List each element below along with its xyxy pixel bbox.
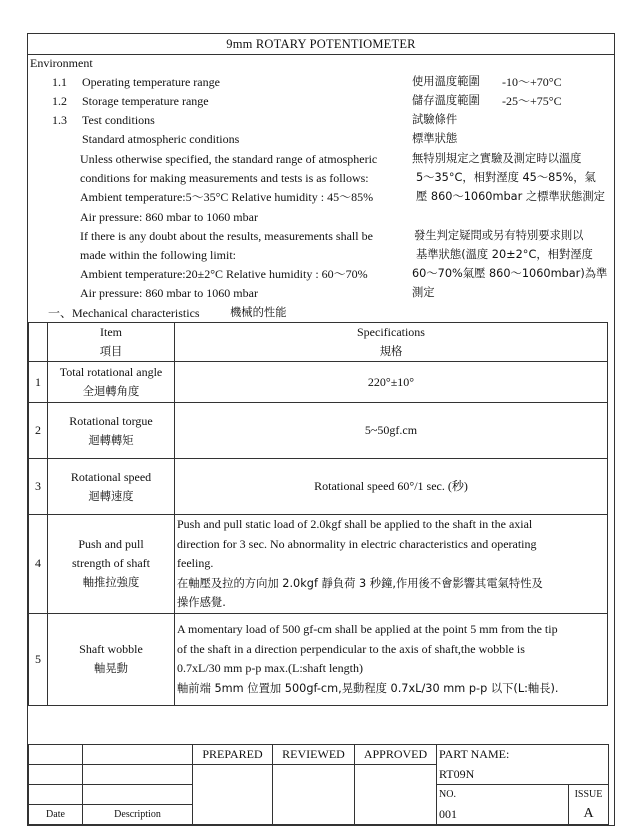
row-item-en: Total rotational angle xyxy=(59,365,163,379)
row-item-zh: 軸晃動 xyxy=(94,662,128,675)
row-item-en: Shaft wobble xyxy=(79,642,143,656)
environment-heading: Environment xyxy=(30,56,93,70)
item-1-1-num: 1.1 xyxy=(52,75,67,89)
row-num: 4 xyxy=(29,515,48,614)
en-para-1-line: Ambient temperature:5～35°C Relative humidity : 45～85% xyxy=(80,190,374,204)
table-row xyxy=(29,362,608,403)
date-label: Date xyxy=(29,805,83,825)
row-item xyxy=(48,362,175,403)
zh-para-1-line: 壓 860～1060mbar 之標準狀態測定 xyxy=(416,190,605,203)
en-para-2-line: If there is any doubt about the results, measurements shall be xyxy=(80,229,373,243)
prepared-label: PREPARED xyxy=(193,745,273,765)
no-label: NO. xyxy=(437,785,569,805)
header-num-cell xyxy=(29,323,48,362)
zh-para-2-line: 發生判定疑問或另有特別要求則以 xyxy=(414,229,584,242)
issue-value: A xyxy=(569,805,609,825)
row-item xyxy=(48,403,175,459)
part-name-value: RT09N xyxy=(437,765,609,785)
mech-heading: 一、Mechanical characteristics xyxy=(48,306,200,320)
item-1-1-label: Operating temperature range xyxy=(82,75,220,89)
spec-line: A momentary load of 500 gf-cm shall be applied at the point 5 mm from the tip xyxy=(177,622,558,636)
zh-para-1-line: 5～35°C，相對溼度 45～85%，氣 xyxy=(416,171,596,184)
part-name-label: PART NAME: xyxy=(437,745,609,765)
rev-desc-cell xyxy=(83,745,193,765)
zh-para-2-line: 基準狀態(溫度 20±2°C，相對溼度 xyxy=(416,248,593,261)
item-1-3-zh: 試驗條件 xyxy=(412,113,458,126)
item-1-1-zh: 使用溫度範圍 xyxy=(412,75,480,88)
rev-desc-cell xyxy=(83,765,193,785)
rev-desc-cell xyxy=(83,785,193,805)
rev-date-cell xyxy=(29,765,83,785)
spec-line: 在軸壓及拉的方向加 2.0kgf 靜負荷 3 秒鐘,作用後不會影響其電氣特性及 xyxy=(177,576,543,590)
item-1-2-num: 1.2 xyxy=(52,94,67,108)
en-para-2-line: Ambient temperature:20±2°C Relative humidity : 60～70% xyxy=(80,267,368,281)
issue-label: ISSUE xyxy=(569,785,609,805)
mech-heading-zh: 機械的性能 xyxy=(230,306,287,319)
header-item-cell xyxy=(48,323,175,362)
row-item-zh: 迴轉轉矩 xyxy=(88,433,134,447)
header-spec-cell xyxy=(175,323,608,362)
table-row xyxy=(29,403,608,459)
header-item-en: Item xyxy=(100,325,122,339)
row-spec xyxy=(175,613,608,705)
item-1-3-label: Test conditions xyxy=(82,113,155,127)
row-item-zh: 全迴轉角度 xyxy=(82,385,140,398)
row-num: 5 xyxy=(29,613,48,705)
item-1-2-zh: 儲存溫度範圍 xyxy=(412,94,480,107)
table-row xyxy=(29,515,608,614)
no-value: 001 xyxy=(437,805,569,825)
row-num: 1 xyxy=(29,362,48,403)
document-sheet xyxy=(27,33,615,826)
reviewed-sign-cell xyxy=(273,765,355,825)
approved-label: APPROVED xyxy=(355,745,437,765)
spec-line: of the shaft in a direction perpendicular to the axis of shaft,the wobble is xyxy=(177,641,525,656)
title-block-row xyxy=(29,765,609,785)
spec-line: feeling. xyxy=(177,556,214,570)
table-row xyxy=(29,459,608,515)
row-item xyxy=(48,613,175,705)
row-num: 3 xyxy=(29,459,48,515)
spec-line: Push and pull static load of 2.0kgf shall be applied to the shaft in the axial xyxy=(177,517,533,531)
zh-para-1-line: 無特別規定之實驗及測定時以溫度 xyxy=(412,152,582,165)
rev-date-cell xyxy=(29,785,83,805)
approved-sign-cell xyxy=(355,765,437,825)
title-block-row xyxy=(29,745,609,765)
en-para-2-line: Air pressure: 860 mbar to 1060 mbar xyxy=(80,286,258,300)
title-block xyxy=(28,744,609,825)
table-row xyxy=(29,613,608,705)
std-heading-zh: 標準狀態 xyxy=(412,132,458,145)
zh-para-2-line: 測定 xyxy=(412,286,435,299)
std-heading: Standard atmospheric conditions xyxy=(82,132,240,146)
row-item xyxy=(48,515,175,614)
en-para-1-line: conditions for making measurements and tests is as follows: xyxy=(80,171,369,185)
reviewed-label: REVIEWED xyxy=(273,745,355,765)
environment-section xyxy=(28,55,614,322)
row-item-en: Push and pull xyxy=(78,537,144,552)
header-spec-zh: 規格 xyxy=(379,345,403,358)
row-item-zh: 迴轉速度 xyxy=(88,489,134,503)
row-spec: Rotational speed 60°/1 sec. (秒) xyxy=(175,459,608,515)
en-para-1-line: Air pressure: 860 mbar to 1060 mbar xyxy=(80,210,258,224)
row-item-en: strength of shaft xyxy=(72,556,150,571)
spec-line: 操作感覺. xyxy=(177,596,226,609)
item-1-2-label: Storage temperature range xyxy=(82,94,209,108)
spec-line: 0.7xL/30 mm p-p max.(L:shaft length) xyxy=(177,661,363,675)
item-1-2-value: -25～+75°C xyxy=(502,94,562,108)
item-1-3-num: 1.3 xyxy=(52,113,67,127)
rev-date-cell xyxy=(29,745,83,765)
row-item-zh: 軸推拉強度 xyxy=(82,576,140,590)
row-item xyxy=(48,459,175,515)
header-item-zh: 項目 xyxy=(99,345,123,358)
document-title: 9mm ROTARY POTENTIOMETER xyxy=(28,34,614,55)
spec-line: 軸前端 5mm 位置加 500gf-cm,晃動程度 0.7xL/30 mm p-p 以下(L:軸長). xyxy=(177,681,559,695)
row-num: 2 xyxy=(29,403,48,459)
row-item-en: Rotational torgue xyxy=(69,413,153,428)
row-item-en: Rotational speed xyxy=(70,469,152,484)
item-1-1-value: -10～+70°C xyxy=(502,75,562,89)
row-spec: 220°±10° xyxy=(175,362,608,403)
en-para-1-line: Unless otherwise specified, the standard range of atmospheric xyxy=(80,152,378,166)
zh-para-2-line: 60～70%氣壓 860～1060mbar)為準 xyxy=(412,267,608,280)
row-spec xyxy=(175,515,608,614)
header-spec-en: Specifications xyxy=(357,325,425,339)
table-header-row xyxy=(29,323,608,362)
prepared-sign-cell xyxy=(193,765,273,825)
row-spec: 5~50gf.cm xyxy=(175,403,608,459)
spec-line: direction for 3 sec. No abnormality in electric characteristics and operating xyxy=(177,536,537,551)
en-para-2-line: made within the following limit: xyxy=(80,248,236,262)
mechanical-table xyxy=(28,322,608,706)
description-label: Description xyxy=(83,805,193,825)
